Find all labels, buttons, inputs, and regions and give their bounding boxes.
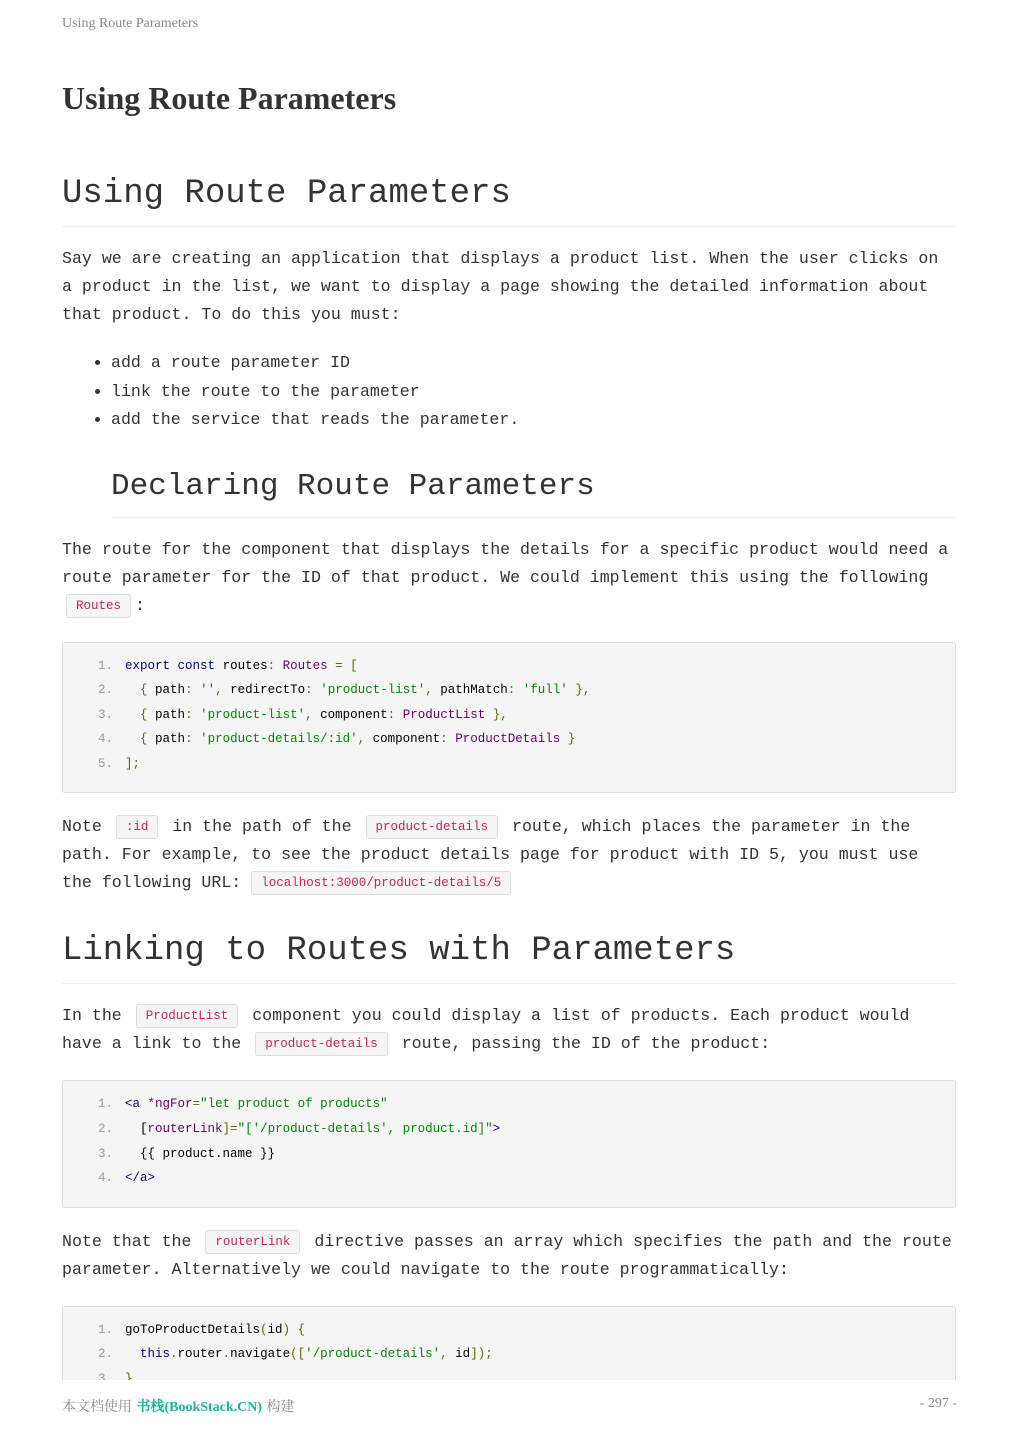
- line-number: 1.: [97, 1322, 113, 1337]
- line-number: 2.: [97, 1347, 113, 1362]
- code-line: 4. </a>: [63, 1166, 955, 1191]
- paragraph-text: directive passes an array which specifies the path and the route parameter. Alternatively we could navigate to the route programmatically:: [62, 1231, 952, 1279]
- inline-code-routerlink: routerLink: [205, 1230, 300, 1254]
- list-item: • add a route parameter ID: [111, 349, 956, 378]
- line-number: 5.: [97, 756, 113, 771]
- line-number: 3.: [97, 707, 113, 722]
- code-block-routes: [62, 642, 956, 794]
- inline-code-routes: Routes: [66, 594, 131, 618]
- paragraph-text: route, passing the ID of the product:: [401, 1034, 771, 1054]
- line-number: 1.: [97, 658, 113, 673]
- inline-code-url: localhost:3000/product-details/5: [251, 871, 511, 895]
- paragraph-text: Note that the: [62, 1231, 192, 1251]
- subsection-heading-declaring-route-parameters: Declaring Route Parameters: [111, 465, 956, 518]
- code-line: 3. { path: 'product-list', component: ProductList },: [63, 703, 955, 728]
- list-item: • add the service that reads the parameter.: [111, 406, 956, 435]
- paragraph-text: :: [135, 595, 145, 615]
- code-line: 5. ];: [63, 752, 955, 777]
- paragraph-text: Note: [62, 817, 102, 837]
- intro-paragraph: Say we are creating an application that displays a product list. When the user clicks on a product in the list, we want to display a page showing the detailed information about that product. To do this you must:: [62, 249, 939, 324]
- footer-text: 构建: [266, 1399, 295, 1415]
- code-line: 4. { path: 'product-details/:id', component: ProductDetails }: [63, 727, 955, 752]
- page-number: - 297 -: [919, 1396, 957, 1411]
- running-header: Using Route Parameters: [62, 16, 199, 31]
- paragraph-text: in the path of the: [172, 817, 352, 837]
- code-block-template: [62, 1080, 956, 1207]
- code-line: 3. {{ product.name }}: [63, 1142, 955, 1167]
- document-content: [62, 170, 956, 1409]
- code-line: 2. this.router.navigate(['/product-details', id]);: [63, 1342, 955, 1367]
- line-number: 4.: [97, 732, 113, 747]
- declaring-paragraph: [62, 536, 956, 620]
- footer-text: 本文档使用: [62, 1399, 132, 1415]
- paragraph-text: component you could display a list of products. Each product would have a link to the: [62, 1006, 910, 1054]
- routerlink-paragraph: [62, 1228, 956, 1284]
- linking-paragraph: [62, 1002, 956, 1058]
- code-line: 2. [routerLink]="['/product-details', product.id]">: [63, 1117, 955, 1142]
- inline-code-product-details: product-details: [366, 815, 499, 839]
- inline-code-productlist: ProductList: [136, 1004, 239, 1028]
- line-number: 2.: [97, 683, 113, 698]
- page-title: Using Route Parameters: [62, 80, 397, 116]
- paragraph-text: In the: [62, 1006, 122, 1026]
- code-line: 1. <a *ngFor="let product of products": [63, 1092, 955, 1117]
- section-heading-using-route-parameters: Using Route Parameters: [62, 170, 956, 227]
- code-line: 2. { path: '', redirectTo: 'product-list', pathMatch: 'full' },: [63, 678, 955, 703]
- inline-code-product-details: product-details: [255, 1032, 388, 1056]
- code-line: 1. export const routes: Routes = [: [63, 654, 955, 679]
- requirements-list: [62, 349, 956, 435]
- line-number: 3.: [97, 1146, 113, 1161]
- list-item: • link the route to the parameter: [111, 378, 956, 407]
- paragraph-text: route, which places the parameter in the path. For example, to see the product details page for product with ID 5, you must use the following URL:: [62, 817, 919, 893]
- code-line: 1. goToProductDetails(id) {: [63, 1318, 955, 1343]
- inline-code-id: :id: [116, 815, 159, 839]
- line-number: 1.: [97, 1097, 113, 1112]
- paragraph-text: The route for the component that displays the details for a specific product would need a route parameter for the ID of that product. We could implement this using the following: [62, 539, 949, 587]
- line-number: 4.: [97, 1171, 113, 1186]
- footer-brand-link[interactable]: 书栈(BookStack.CN): [136, 1400, 263, 1415]
- note-id-paragraph: [62, 813, 956, 897]
- line-number: 2.: [97, 1122, 113, 1137]
- section-heading-linking-to-routes: Linking to Routes with Parameters: [62, 927, 956, 984]
- footer-credit: [62, 1396, 295, 1416]
